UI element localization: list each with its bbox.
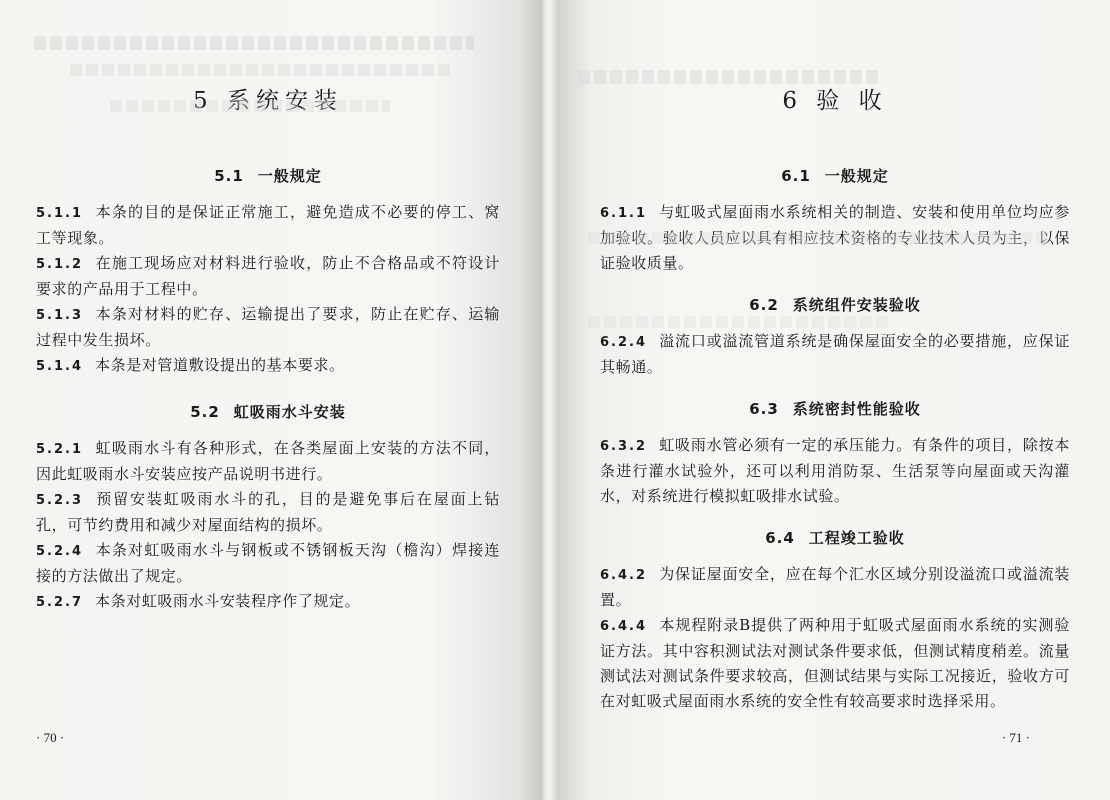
bleed-through — [588, 232, 1048, 244]
section-title: 系统组件安装验收 — [792, 296, 921, 314]
clause — [36, 436, 500, 487]
bleed-through — [34, 36, 474, 50]
page-number: · 71 · — [1001, 730, 1030, 745]
clause-number: 5.1.1 — [36, 206, 84, 221]
clause-number: 5.1.3 — [36, 308, 84, 323]
clause — [36, 538, 500, 589]
section-heading — [600, 294, 1070, 315]
section-title: 系统密封性能验收 — [792, 400, 921, 418]
clause — [600, 613, 1070, 714]
clause-text: 本条对虹吸雨水斗安装程序作了规定。 — [95, 592, 361, 610]
section-heading — [600, 165, 1070, 186]
clause-number: 5.2.3 — [36, 493, 84, 508]
bleed-through — [110, 100, 390, 112]
section-number: 6.4 — [765, 529, 795, 547]
clause-text: 虹吸雨水管必须有一定的承压能力。有条件的项目，除按本条进行灌水试验外，还可以利用消防泵、生活泵等向屋面或天沟灌水，对系统进行模拟虹吸排水试验。 — [600, 436, 1070, 505]
clause — [36, 302, 500, 353]
clause-text: 在施工现场应对材料进行验收，防止不合格品或不符设计要求的产品用于工程中。 — [36, 254, 500, 298]
clause-text: 本条对材料的贮存、运输提出了要求，防止在贮存、运输过程中发生损坏。 — [36, 305, 500, 349]
clause-text: 虹吸雨水斗有各种形式，在各类屋面上安装的方法不同，因此虹吸雨水斗安装应按产品说明书进行。 — [36, 439, 500, 483]
chapter-title: 5 系统安装 — [193, 88, 343, 114]
clause-number: 6.4.2 — [600, 568, 648, 583]
book-gutter — [540, 0, 558, 800]
clause-number: 5.2.4 — [36, 544, 84, 559]
clause — [36, 353, 500, 379]
clause — [36, 589, 500, 615]
section-number: 5.2 — [190, 403, 220, 421]
clause-text: 为保证屋面安全，应在每个汇水区域分别设溢流口或溢流装置。 — [600, 565, 1070, 609]
clause-number: 5.1.4 — [36, 359, 84, 374]
section-heading — [36, 401, 500, 422]
clause-text: 本条对虹吸雨水斗与钢板或不锈钢板天沟（檐沟）焊接连接的方法做出了规定。 — [36, 541, 500, 585]
clause-number: 5.2.1 — [36, 442, 84, 457]
section-number: 6.2 — [749, 296, 779, 314]
clause-text: 本规程附录B提供了两种用于虹吸式屋面雨水系统的实测验证方法。其中容积测试法对测试条件要求低，但测试精度稍差。流量测试法对测试条件要求较高，但测试结果与实际工况接近，验收方可在对虹吸式屋面雨水系统的安全性有较高要求时选择采用。 — [600, 616, 1070, 710]
clause-number: 6.4.4 — [600, 619, 648, 634]
clause-number: 5.1.2 — [36, 257, 84, 272]
section-number: 5.1 — [214, 167, 244, 185]
page-number: · 70 · — [36, 730, 65, 745]
section-title: 工程竣工验收 — [808, 529, 905, 547]
clause-number: 5.2.7 — [36, 595, 84, 610]
section-heading — [600, 398, 1070, 419]
clause — [600, 329, 1070, 380]
clause-text: 预留安装虹吸雨水斗的孔，目的是避免事后在屋面上钻孔，可节约费用和减少对屋面结构的损坏。 — [36, 490, 500, 534]
clause-text: 本条是对管道敷设提出的基本要求。 — [95, 356, 345, 374]
right-page — [558, 0, 1110, 800]
clause-text: 与虹吸式屋面雨水系统相关的制造、安装和使用单位均应参加验收。验收人员应以具有相应技术资格的专业技术人员为主，以保证验收质量。 — [600, 203, 1070, 272]
clause-number: 6.2.4 — [600, 335, 648, 350]
bleed-through — [70, 64, 450, 76]
section-title: 一般规定 — [824, 167, 889, 185]
clause-text: 本条的目的是保证正常施工，避免造成不必要的停工、窝工等现象。 — [36, 203, 500, 247]
clause-number: 6.1.1 — [600, 206, 648, 221]
clause — [600, 562, 1070, 613]
clause-text: 溢流口或溢流管道系统是确保屋面安全的必要措施，应保证其畅通。 — [600, 332, 1070, 376]
clause — [36, 487, 500, 538]
section-heading — [600, 527, 1070, 548]
section-title: 虹吸雨水斗安装 — [233, 403, 346, 421]
clause — [36, 200, 500, 251]
section-number: 6.3 — [749, 400, 779, 418]
chapter-title: 6 验 收 — [782, 88, 888, 114]
section-number: 6.1 — [781, 167, 811, 185]
bleed-through — [588, 316, 888, 328]
clause — [600, 433, 1070, 509]
section-title: 一般规定 — [257, 167, 322, 185]
clause-number: 6.3.2 — [600, 439, 648, 454]
bleed-through — [578, 70, 878, 84]
section-heading — [36, 165, 500, 186]
clause — [36, 251, 500, 302]
left-page — [0, 0, 540, 800]
